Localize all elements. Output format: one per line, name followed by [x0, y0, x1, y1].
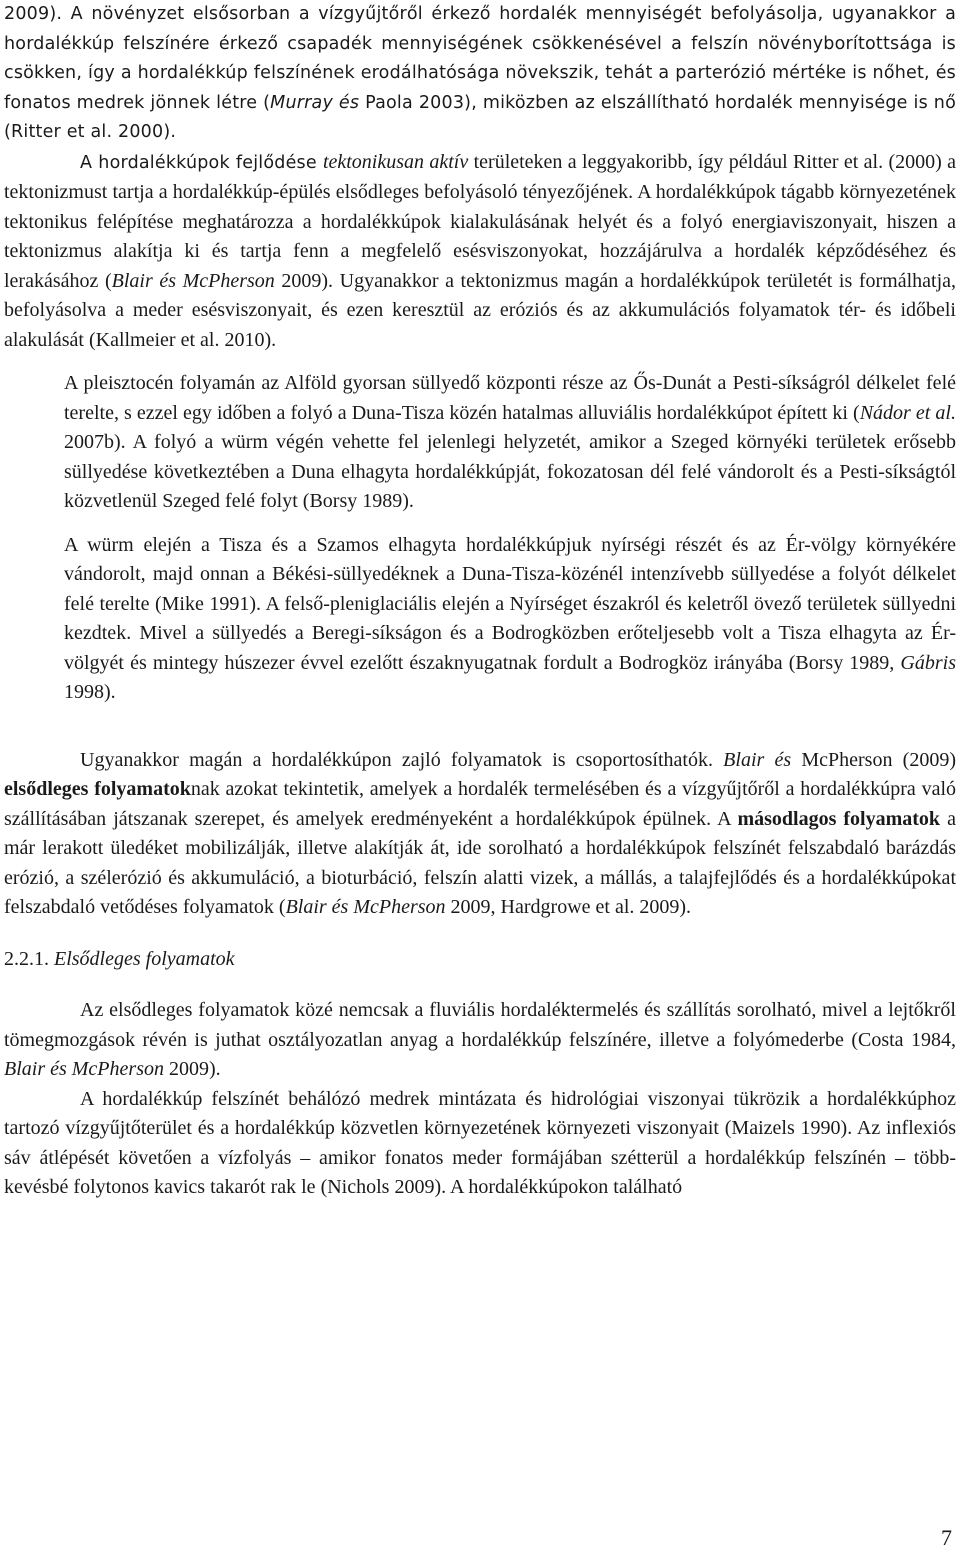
text-run: A würm elején a Tisza és a Szamos elhagyta hordalékkúpjuk nyírségi részét és az Ér-völgy környékére vándorolt, majd onnan a Békési-süllyedéknek a Duna-Tisza-közénél intenzívebb süllyedése a folyót délkelet felé terelte (Mike 1991). A felső-pleniglaciális elején a Nyírséget északról és keletről övező területek süllyedni kezdtek. Mivel a süllyedés a Beregi-síkságon és a Bodrogközben erőteljesebb volt a Tisza elhagyta az Ér-völgyét és mintegy húszezer évvel ezelőtt északnyugatnak fordult a Bodrogköz irányába (Borsy 1989,	[64, 533, 956, 674]
text-run: 2009). Ugyanakkor a tektonizmus magán a hordalékkúpok területét is formálhatja, befolyásolva a meder esésviszonyait, és ezen keresztül az eróziós és az akkumulációs folyamatok tér- és időbeli alakulását (Kallmeier et al. 2010).	[4, 269, 957, 351]
text-run: 2009).	[163, 1058, 221, 1080]
citation-italic: Blair és	[723, 748, 792, 771]
quote-paragraph-danube	[64, 369, 956, 517]
text-run: 2009). A növényzet elsősorban a vízgyűjtőről érkező hordalék mennyiségét befolyásolja, ugyanakkor a hordalékkúp felszínére érkező csapadék mennyiségének csökkenésével a felszín növényborítottsága is csökken, így a hordalékkúp felszínének erodálhatósága növekszik, tehát a parterózió mértéke is nőhet, és fonatos medrek jönnek létre (	[4, 4, 956, 113]
text-run: 2009, Hardgrowe et al. 2009).	[445, 896, 692, 918]
paragraph-vegetation	[4, 0, 956, 148]
citation-italic: Blair és McPherson	[111, 269, 275, 292]
term-bold: másodlagos folyamatok	[737, 807, 941, 830]
citation-italic: Nádor et al.	[859, 401, 956, 424]
text-run: nak azokat tekintetik, amelyek a hordalék termelésében és a vízgyűjtőről a hordalékkúpra való szállításában játszanak szerepet, és amelyek eredményeként a hordalékkúpok épülnek. A	[4, 778, 957, 830]
text-run: A hordalékkúp felszínét behálózó medrek mintázata és hidrológiai viszonyai tükrözik a hordalékkúphoz tartozó vízgyűjtőterület és a hordalékkúp közvetlen környezetének környezeti viszonyait (Maizels 1990). Az inflexiós sáv átlépését követően a vízfolyás – amikor fonatos meder formájában szétterül a hordalékkúp felszínén – több-kevésbé folytonos kavics takarót rak le (Nichols 2009). A hordalékkúpokon található	[4, 1087, 956, 1198]
text-run: Paola 2003), miközben az elszállítható hordalék mennyisége is nő (Ritter et al. 2000).	[4, 92, 956, 142]
text-run: McPherson (2009)	[791, 748, 956, 771]
quote-paragraph-tisza	[64, 531, 956, 708]
text-run: A hordalékkúpok fejlődése	[80, 152, 323, 173]
term-italic: tektonikusan aktív	[322, 150, 469, 173]
section-number: 2.2.1.	[4, 947, 54, 970]
text-run: Ugyanakkor magán a hordalékkúpon zajló folyamatok is csoportosíthatók.	[80, 748, 724, 771]
citation-italic: Blair és McPherson	[285, 896, 446, 918]
paragraph-tectonics	[4, 148, 956, 356]
citation-italic: Murray és	[270, 92, 360, 113]
citation-italic: Blair és McPherson	[4, 1058, 164, 1080]
text-run: területeken a leggyakoribb, így például Ritter et al. (2000) a tektonizmust tartja a hordalékkúp-épülés elsődleges befolyásoló tényezőjének. A hordalékkúpok tágabb környezetének tektonikus felépítése meghatározza a hordalékkúpok kialakulásának helyét és a folyó energiaviszonyait, hiszen a tektonizmus alakítja ki és tartja fenn a megfelelő esésviszonyokat, hozzájárulva a hordalék képződéséhez és lerakásához (	[4, 150, 956, 292]
text-run: 1998).	[64, 681, 116, 703]
text-run: 2007b). A folyó a würm végén vehette fel jelenlegi helyzetét, amikor a Szeged környéki területek erősebb süllyedése következtében a Duna elhagyta hordalékkúpját, fokozatosan dél felé vándorolt és a Pesti-síkságtól közvetlenül Szeged felé folyt (Borsy 1989).	[64, 431, 956, 512]
page-number: 7	[941, 1525, 952, 1550]
section-title: Elsődleges folyamatok	[54, 947, 235, 970]
paragraph-channel-patterns	[4, 1085, 956, 1203]
text-run: A pleisztocén folyamán az Alföld gyorsan süllyedő központi része az Ős-Dunát a Pesti-síkságról délkelet felé terelte, s ezzel egy időben a folyó a Duna-Tisza közén hatalmas alluviális hordalékkúpot épített ki (	[64, 372, 956, 424]
citation-italic: Gábris	[900, 651, 956, 674]
paragraph-primary-processes	[4, 996, 956, 1085]
paragraph-processes	[4, 746, 956, 923]
text-run: Az elsődleges folyamatok közé nemcsak a fluviális hordaléktermelés és szállítás sorolható, mivel a lejtőkről tömegmozgások révén is juthat osztályozatlan anyag a hordalékkúp felszínére, illetve a folyómederbe (Costa 1984,	[4, 999, 956, 1051]
document-page	[4, 0, 956, 1203]
section-heading	[4, 945, 956, 975]
term-bold: elsődleges folyamatok	[4, 778, 191, 800]
text-run: a már lerakott üledéket mobilizálják, illetve alakítják át, ide sorolható a hordalékkúpok felszínét felszabdaló barázdás erózió, a szélerózió és akkumuláció, a bioturbáció, felszín alatti vizek, a mállás, a talajfejlődés és a hordalékkúpokat felszabdaló vetődéses folyamatok (	[4, 807, 956, 918]
